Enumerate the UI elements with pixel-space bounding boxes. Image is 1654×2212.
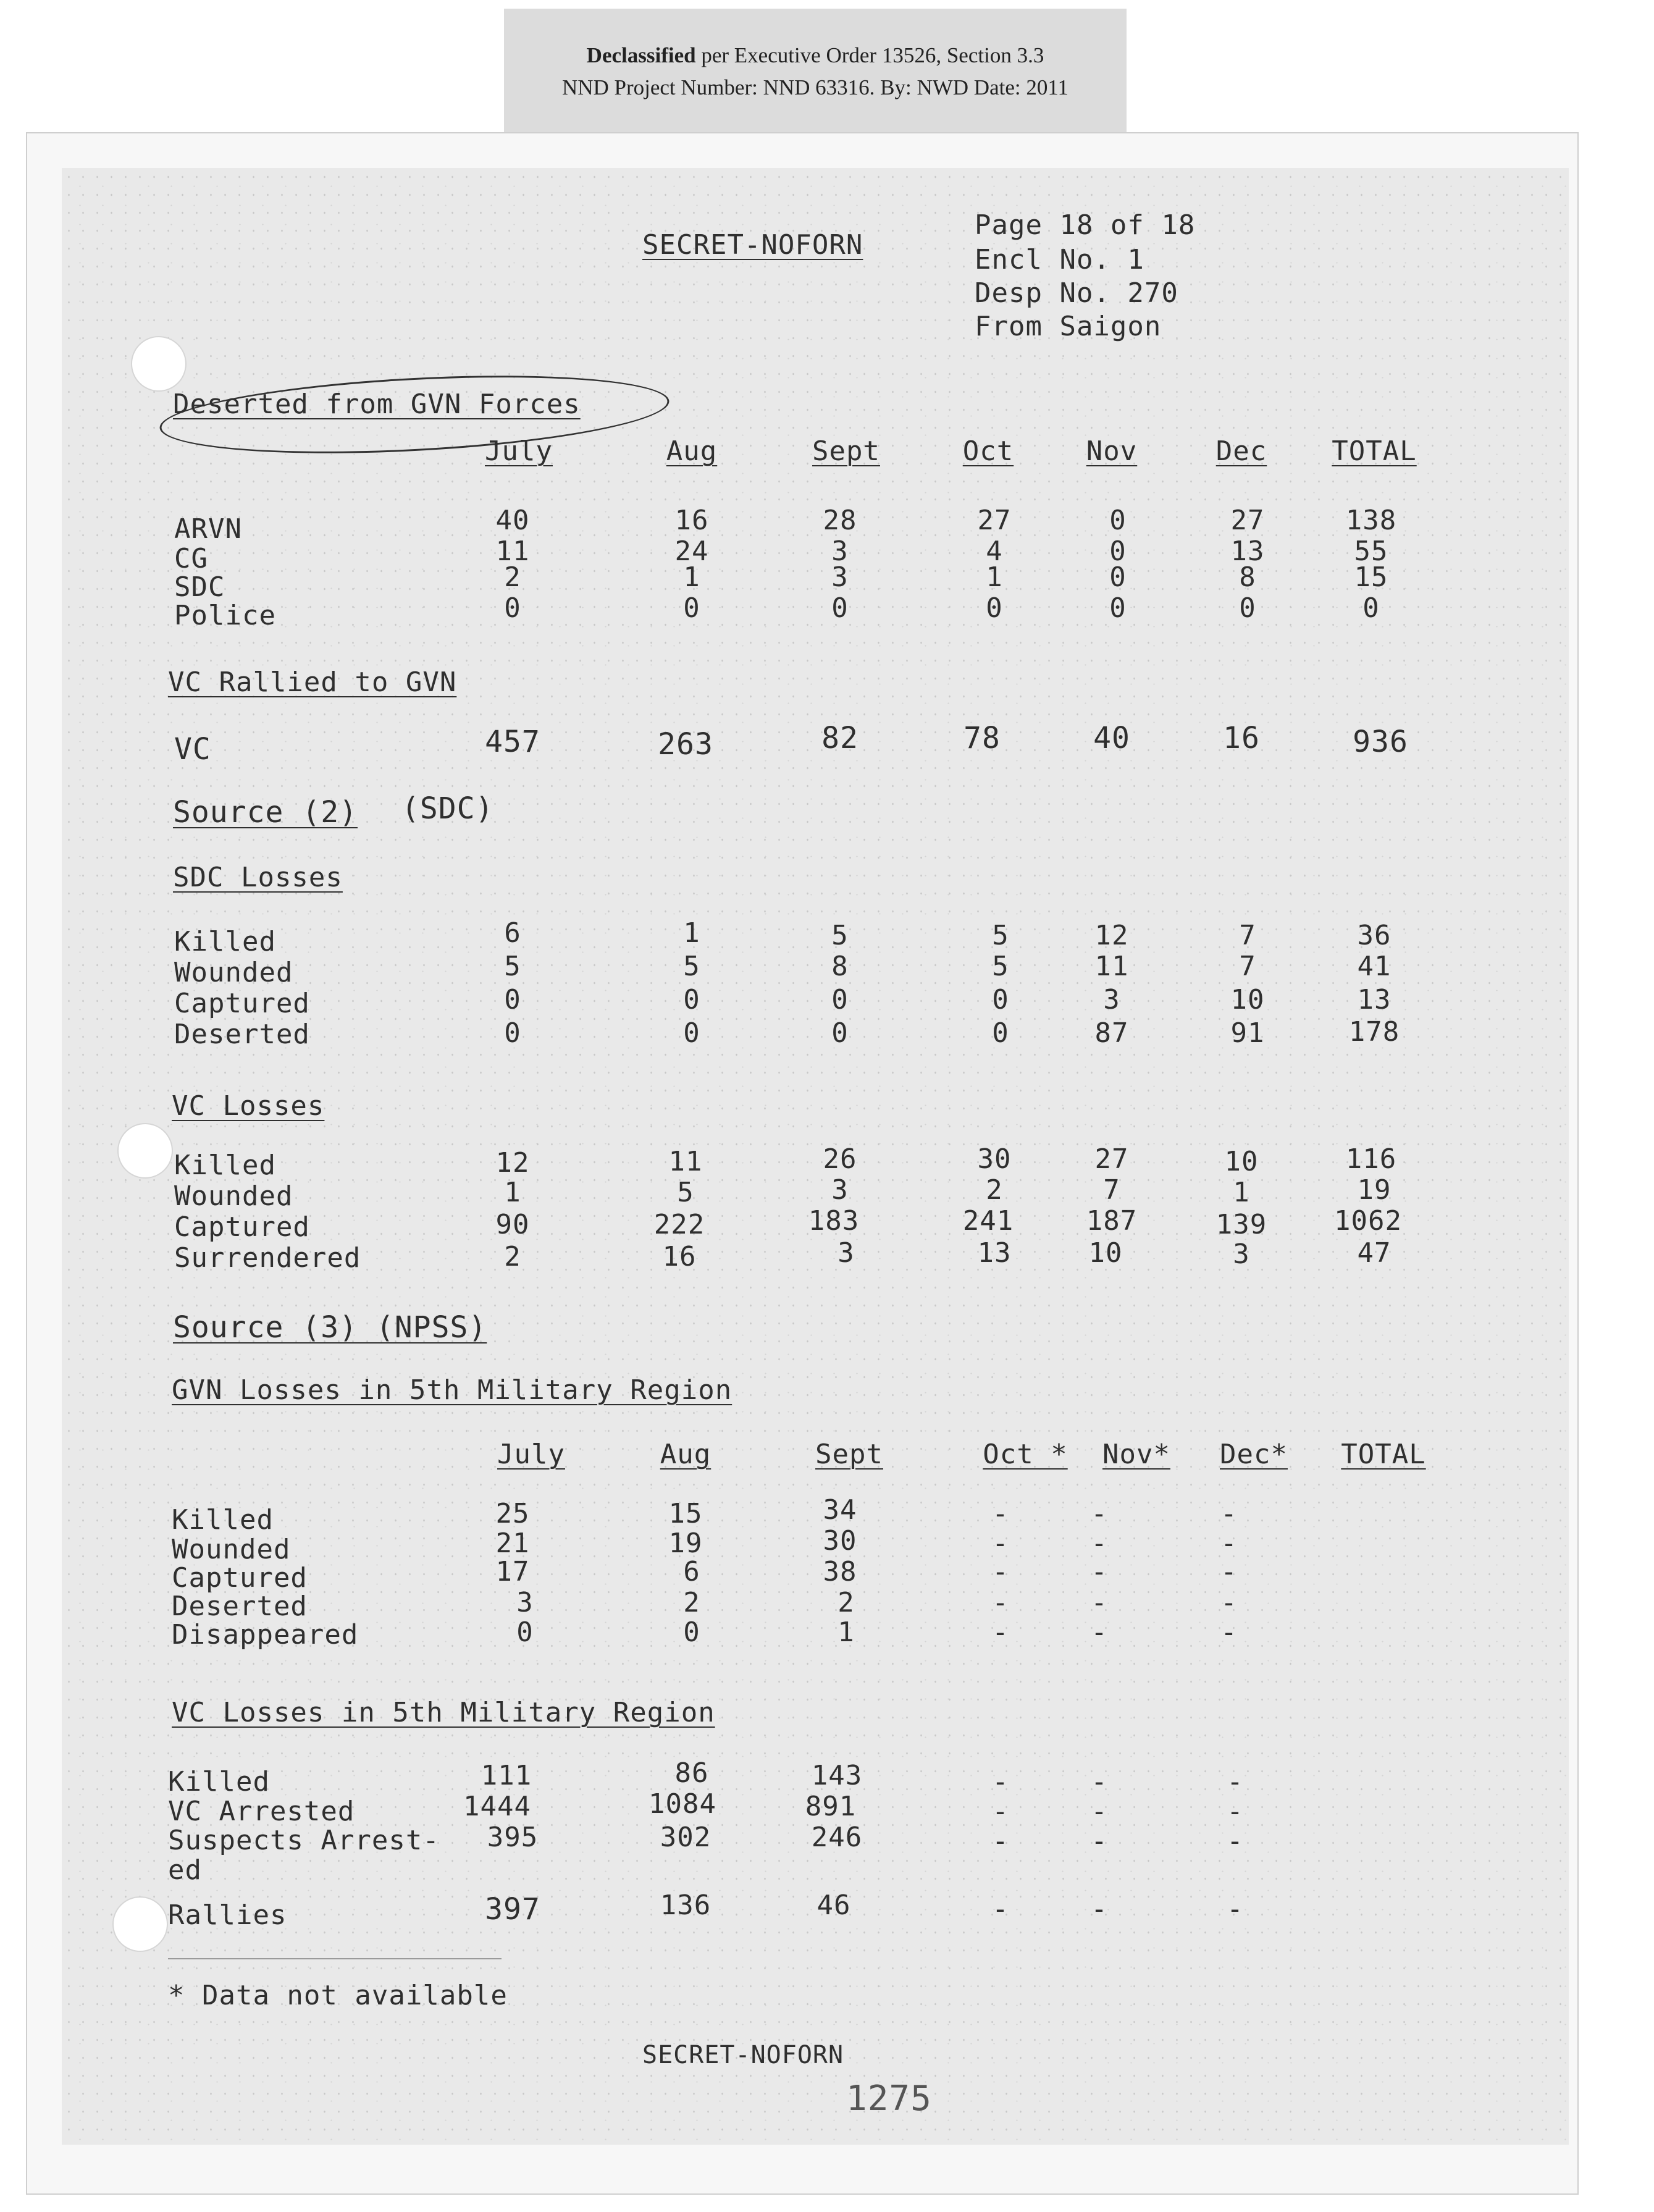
col-oct: Oct * bbox=[983, 1439, 1068, 1470]
stamp-bold: Declassified bbox=[586, 43, 696, 67]
cell: 13 bbox=[977, 1237, 1012, 1269]
cell: 12 bbox=[495, 1147, 530, 1179]
row-label: Rallies bbox=[168, 1899, 287, 1931]
cell: 3 bbox=[831, 536, 849, 567]
footnote-separator bbox=[168, 1958, 502, 1959]
row-label: Deserted bbox=[174, 1019, 310, 1050]
cell: 27 bbox=[977, 505, 1012, 536]
section-title-rallied: VC Rallied to GVN bbox=[168, 667, 457, 698]
row-label: Suspects Arrest-ed bbox=[168, 1825, 440, 1886]
cell: 2 bbox=[504, 561, 521, 593]
cell: 2 bbox=[837, 1587, 855, 1618]
cell: 183 bbox=[808, 1205, 860, 1237]
cell: 0 bbox=[992, 1017, 1009, 1049]
cell: 6 bbox=[504, 917, 521, 949]
cell: - bbox=[1227, 1796, 1244, 1827]
cell: 11 bbox=[668, 1146, 703, 1177]
cell: 34 bbox=[823, 1494, 857, 1526]
cell: 1 bbox=[504, 1177, 521, 1208]
cell: - bbox=[1220, 1556, 1238, 1588]
cell: 263 bbox=[658, 727, 713, 762]
cell: 15 bbox=[668, 1498, 703, 1529]
cell: 1444 bbox=[463, 1791, 531, 1822]
cell: 0 bbox=[1239, 592, 1256, 624]
cell: 0 bbox=[683, 984, 700, 1016]
cell: 5 bbox=[831, 920, 849, 951]
cell: 13 bbox=[1230, 536, 1265, 567]
header-classification: SECRET-NOFORN bbox=[642, 229, 863, 261]
cell: 2 bbox=[986, 1174, 1003, 1206]
row-label: Wounded bbox=[174, 957, 293, 988]
cell: 82 bbox=[821, 721, 858, 755]
cell: 8 bbox=[831, 951, 849, 982]
cell: - bbox=[1091, 1893, 1108, 1925]
punch-hole-middle bbox=[117, 1123, 173, 1179]
cell: - bbox=[1091, 1498, 1108, 1529]
cell: - bbox=[992, 1766, 1009, 1798]
row-label: Wounded bbox=[174, 1180, 293, 1212]
cell: 55 bbox=[1354, 536, 1388, 567]
cell: 38 bbox=[823, 1556, 857, 1588]
cell: - bbox=[1220, 1617, 1238, 1648]
cell: 90 bbox=[495, 1209, 530, 1240]
cell: 222 bbox=[653, 1209, 705, 1240]
row-label: ARVN bbox=[174, 513, 242, 545]
cell: 1 bbox=[683, 561, 700, 593]
cell: 11 bbox=[1094, 951, 1129, 982]
cell: 0 bbox=[831, 1017, 849, 1049]
cell: 16 bbox=[662, 1241, 697, 1272]
cell: - bbox=[1220, 1498, 1238, 1529]
cell: 2 bbox=[504, 1241, 521, 1272]
row-label: Deserted bbox=[172, 1591, 308, 1622]
cell: 936 bbox=[1353, 725, 1408, 759]
cell: - bbox=[992, 1528, 1009, 1559]
row-label: Killed bbox=[174, 926, 276, 957]
cell: 11 bbox=[495, 536, 530, 567]
cell: 1062 bbox=[1334, 1205, 1402, 1237]
row-label: Surrendered bbox=[174, 1242, 361, 1274]
cell: 5 bbox=[677, 1177, 694, 1208]
cell: 7 bbox=[1103, 1174, 1120, 1206]
section-title-gvn-losses-5th: GVN Losses in 5th Military Region bbox=[172, 1374, 733, 1406]
col-july: July bbox=[485, 435, 553, 467]
cell: 40 bbox=[1093, 721, 1130, 755]
cell: 0 bbox=[516, 1617, 534, 1648]
source-2-label: Source (2) bbox=[173, 795, 358, 830]
cell: 241 bbox=[962, 1205, 1014, 1237]
cell: - bbox=[992, 1617, 1009, 1648]
cell: 1 bbox=[986, 561, 1003, 593]
cell: - bbox=[992, 1796, 1009, 1827]
cell: 0 bbox=[831, 984, 849, 1016]
cell: 16 bbox=[1223, 721, 1260, 755]
cell: 1084 bbox=[649, 1788, 716, 1820]
row-label: Police bbox=[174, 600, 276, 631]
col-sept: Sept bbox=[815, 1439, 883, 1470]
cell: 891 bbox=[805, 1791, 857, 1822]
footnote: * Data not available bbox=[168, 1980, 508, 2011]
cell: 3 bbox=[837, 1237, 855, 1269]
cell: 0 bbox=[831, 592, 849, 624]
cell: 36 bbox=[1357, 920, 1392, 951]
header-desp: Desp No. 270 bbox=[975, 277, 1178, 309]
cell: 25 bbox=[495, 1498, 530, 1529]
row-label: Killed bbox=[168, 1766, 270, 1798]
section-title-vc-losses: VC Losses bbox=[172, 1090, 325, 1122]
footer-classification: SECRET-NOFORN bbox=[642, 2041, 844, 2069]
cell: - bbox=[1227, 1893, 1244, 1925]
cell: - bbox=[1091, 1825, 1108, 1857]
row-label: Captured bbox=[174, 988, 310, 1019]
col-dec: Dec* bbox=[1220, 1439, 1288, 1470]
cell: 4 bbox=[986, 536, 1003, 567]
cell: 26 bbox=[823, 1143, 857, 1175]
cell: - bbox=[992, 1825, 1009, 1857]
cell: 10 bbox=[1224, 1146, 1259, 1177]
row-label: Captured bbox=[174, 1211, 310, 1243]
section-title-vc-losses-5th: VC Losses in 5th Military Region bbox=[172, 1697, 715, 1728]
cell: 40 bbox=[495, 505, 530, 536]
cell: 0 bbox=[992, 984, 1009, 1016]
cell: 302 bbox=[660, 1822, 712, 1853]
row-label: Killed bbox=[172, 1504, 274, 1536]
cell: - bbox=[1091, 1528, 1108, 1559]
cell: 0 bbox=[504, 1017, 521, 1049]
cell: 457 bbox=[485, 725, 540, 759]
cell: 3 bbox=[1103, 984, 1120, 1016]
cell: 0 bbox=[1362, 592, 1380, 624]
cell: 0 bbox=[683, 1617, 700, 1648]
col-oct: Oct bbox=[962, 435, 1014, 467]
cell: 24 bbox=[674, 536, 709, 567]
cell: - bbox=[1227, 1766, 1244, 1798]
cell: 3 bbox=[831, 561, 849, 593]
cell: 178 bbox=[1348, 1016, 1400, 1048]
col-aug: Aug bbox=[666, 435, 718, 467]
cell: 28 bbox=[823, 505, 857, 536]
cell: 19 bbox=[668, 1528, 703, 1559]
cell: 111 bbox=[481, 1760, 532, 1791]
cell: - bbox=[1091, 1796, 1108, 1827]
cell: 0 bbox=[683, 1017, 700, 1049]
cell: 7 bbox=[1239, 920, 1256, 951]
cell: 187 bbox=[1086, 1205, 1138, 1237]
cell: - bbox=[1091, 1556, 1108, 1588]
row-label: CG bbox=[174, 543, 208, 574]
cell: 136 bbox=[660, 1890, 712, 1921]
source-3-label: Source (3) (NPSS) bbox=[173, 1310, 487, 1345]
cell: 0 bbox=[683, 592, 700, 624]
cell: 116 bbox=[1345, 1143, 1397, 1175]
row-label: Captured bbox=[172, 1562, 308, 1594]
col-july: July bbox=[497, 1439, 565, 1470]
cell: - bbox=[1091, 1617, 1108, 1648]
cell: 3 bbox=[831, 1174, 849, 1206]
cell: 10 bbox=[1088, 1237, 1123, 1269]
row-label: Wounded bbox=[172, 1534, 291, 1565]
header-page: Page 18 of 18 bbox=[975, 209, 1196, 241]
cell: 17 bbox=[495, 1556, 530, 1588]
col-total: TOTAL bbox=[1341, 1439, 1426, 1470]
cell: 30 bbox=[823, 1525, 857, 1557]
cell: 19 bbox=[1357, 1174, 1392, 1206]
cell: 78 bbox=[963, 721, 1001, 755]
cell: 143 bbox=[811, 1760, 863, 1791]
cell: - bbox=[992, 1498, 1009, 1529]
cell: 5 bbox=[504, 951, 521, 982]
row-label: Killed bbox=[174, 1150, 276, 1181]
cell: 395 bbox=[487, 1822, 539, 1853]
cell: 8 bbox=[1239, 561, 1256, 593]
section-title-deserted: Deserted from GVN Forces bbox=[173, 389, 581, 420]
punch-hole-bottom bbox=[112, 1896, 168, 1952]
section-title-sdc-losses: SDC Losses bbox=[173, 862, 343, 893]
cell: 139 bbox=[1215, 1209, 1267, 1240]
cell: 41 bbox=[1357, 951, 1392, 982]
cell: 5 bbox=[992, 951, 1009, 982]
cell: 21 bbox=[495, 1528, 530, 1559]
cell: - bbox=[1220, 1587, 1238, 1618]
col-dec: Dec bbox=[1215, 435, 1267, 467]
stamp-line-1-rest: per Executive Order 13526, Section 3.3 bbox=[695, 43, 1044, 67]
cell: 13 bbox=[1357, 984, 1392, 1016]
cell: 138 bbox=[1345, 505, 1397, 536]
cell: 246 bbox=[811, 1822, 863, 1853]
cell: 16 bbox=[674, 505, 709, 536]
cell: 0 bbox=[504, 984, 521, 1016]
cell: 1 bbox=[837, 1617, 855, 1648]
cell: 10 bbox=[1230, 984, 1265, 1016]
cell: 7 bbox=[1239, 951, 1256, 982]
cell: 6 bbox=[683, 1556, 700, 1588]
cell: 2 bbox=[683, 1587, 700, 1618]
cell: - bbox=[992, 1893, 1009, 1925]
cell: 46 bbox=[817, 1890, 851, 1921]
col-sept: Sept bbox=[812, 435, 880, 467]
cell: 86 bbox=[674, 1757, 709, 1789]
cell: 5 bbox=[992, 920, 1009, 951]
cell: - bbox=[1220, 1528, 1238, 1559]
declassification-stamp bbox=[504, 9, 1127, 132]
row-label: VC Arrested bbox=[168, 1796, 355, 1827]
cell: - bbox=[992, 1587, 1009, 1618]
cell: 91 bbox=[1230, 1017, 1265, 1049]
cell: 0 bbox=[504, 592, 521, 624]
cell: - bbox=[1227, 1825, 1244, 1857]
cell: 0 bbox=[1109, 505, 1127, 536]
cell: 0 bbox=[1109, 536, 1127, 567]
col-nov: Nov bbox=[1086, 435, 1138, 467]
cell: 15 bbox=[1354, 561, 1388, 593]
col-nov: Nov* bbox=[1102, 1439, 1170, 1470]
row-label: Disappeared bbox=[172, 1619, 359, 1651]
cell: 397 bbox=[485, 1892, 540, 1927]
cell: 0 bbox=[1109, 592, 1127, 624]
cell: 47 bbox=[1357, 1237, 1392, 1269]
cell: 27 bbox=[1230, 505, 1265, 536]
row-label: VC bbox=[174, 732, 211, 767]
cell: 3 bbox=[1233, 1238, 1250, 1270]
punch-hole-top bbox=[131, 336, 187, 392]
source-2-abbr: (SDC) bbox=[401, 791, 494, 826]
header-from: From Saigon bbox=[975, 311, 1162, 342]
cell: 27 bbox=[1094, 1143, 1129, 1175]
header-encl: Encl No. 1 bbox=[975, 244, 1144, 275]
cell: 3 bbox=[516, 1587, 534, 1618]
cell: 1 bbox=[683, 917, 700, 949]
cell: 87 bbox=[1094, 1017, 1129, 1049]
cell: 0 bbox=[1109, 561, 1127, 593]
stamp-line-2: NND Project Number: NND 63316. By: NWD Date: 2011 bbox=[561, 75, 1069, 99]
stamp-line-1 bbox=[504, 40, 1127, 72]
cell: - bbox=[1091, 1587, 1108, 1618]
cell: 5 bbox=[683, 951, 700, 982]
cell: 30 bbox=[977, 1143, 1012, 1175]
cell: 1 bbox=[1233, 1177, 1250, 1208]
col-total: TOTAL bbox=[1332, 435, 1417, 467]
row-label: SDC bbox=[174, 571, 225, 603]
col-aug: Aug bbox=[660, 1439, 712, 1470]
cell: 12 bbox=[1094, 920, 1129, 951]
cell: - bbox=[992, 1556, 1009, 1588]
cell: - bbox=[1091, 1766, 1108, 1798]
cell: 0 bbox=[986, 592, 1003, 624]
page-number: 1275 bbox=[846, 2079, 932, 2119]
